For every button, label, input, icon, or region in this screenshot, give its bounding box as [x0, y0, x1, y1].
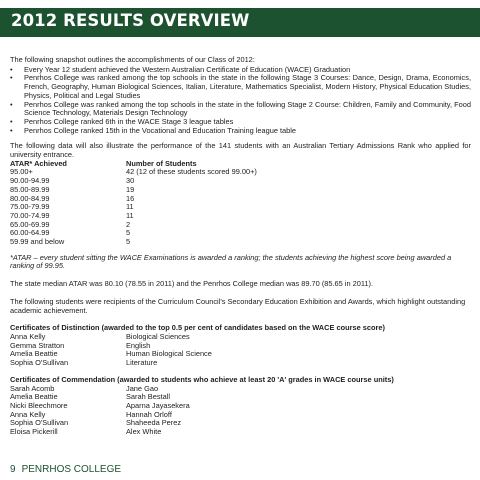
table-cell: 5	[126, 228, 131, 238]
distinction-table	[10, 333, 212, 368]
column-header: ATAR* Achieved	[10, 158, 67, 168]
table-cell: 80.00-84.99	[10, 193, 50, 203]
table-cell: 90.00-94.99	[10, 176, 50, 186]
table-cell: 42 (12 of these students scored 99.00+)	[126, 167, 257, 177]
table-cell: 5	[126, 237, 131, 247]
table-cell: 60.00-64.99	[10, 228, 50, 238]
intro-paragraph: The following snapshot outlines the accomplishments of our Class of 2012:	[10, 55, 255, 64]
course-name: Human Biological Science	[126, 349, 212, 359]
table-cell: 2	[126, 219, 131, 229]
median-paragraph: The state median ATAR was 80.10 (78.55 in 2011) and the Penrhos College median was 89.70 (85.65 in 2011).	[10, 279, 374, 289]
student-name: Gemma Stratton	[10, 340, 65, 350]
table-cell: 11	[126, 202, 134, 212]
table-cell: 75.00-79.99	[10, 202, 50, 212]
list-item: • Penrhos College was ranked among the top schools in the state in the following Stage 2 Course: Children, Family and Community, Food Science Technology, Materials Design Technology	[10, 101, 471, 118]
table-cell: 95.00+	[10, 167, 33, 177]
atar-footnote: *ATAR – every student sitting the WACE Examinations is awarded a ranking; the students achieving the highest score being awarded a ranking of 99.95.	[10, 252, 452, 271]
table-cell: 16	[126, 193, 135, 203]
list-item: • Every Year 12 student achieved the Western Australian Certificate of Education (WACE) Graduation	[10, 66, 471, 75]
list-item: • Penrhos College ranked 15th in the Vocational and Education Training league table	[10, 127, 471, 136]
student-name: Aparna Jayasekera	[126, 400, 190, 410]
student-name: Jane Gao	[126, 383, 159, 393]
student-name: Sophia O'Sullivan	[10, 418, 69, 428]
table-cell: 70.00-74.99	[10, 210, 50, 220]
page-title: 2012 RESULTS OVERVIEW	[11, 11, 250, 30]
student-name: Shaheeda Perez	[126, 418, 182, 428]
table-cell: 65.00-69.99	[10, 219, 50, 229]
atar-intro-paragraph: The following data will also illustrate the performance of the 141 students with an Australian Tertiary Admissions Rank who applied for university entrance.	[10, 141, 471, 160]
distinction-heading: Certificates of Distinction (awarded to the top 0.5 per cent of candidates based on the WACE course score)	[10, 323, 385, 333]
column-header: Number of Students	[126, 158, 197, 168]
student-name: Amelia Beattie	[10, 392, 58, 402]
student-name: Nicki Bleechmore	[10, 400, 68, 410]
student-name: Sarah Bestall	[126, 392, 170, 402]
title-banner	[0, 8, 480, 37]
course-name: English	[126, 340, 151, 350]
table-cell: 30	[126, 176, 135, 186]
student-name: Sarah Acomb	[10, 383, 55, 393]
list-item: • Penrhos College ranked 6th in the WACE Stage 3 league tables	[10, 118, 471, 127]
recipients-intro-paragraph: The following students were recipients of the Curriculum Council's Secondary Education Exhibition and Awards, which highlight outstanding academic achievement.	[10, 296, 466, 315]
table-cell: 11	[126, 210, 134, 220]
table-row	[10, 428, 190, 437]
course-name: Literature	[126, 358, 158, 368]
commendation-table	[10, 385, 190, 437]
list-item: • Penrhos College was ranked among the top schools in the state in the following Stage 3 Courses: Dance, Design, Drama, Economics, French, Geography, Human Biological Sciences, Italian, Literature, Mathematics Specialist, Modern History, Physical Education Studies, Physics, Political and Legal Studies	[10, 74, 471, 100]
college-name: PENRHOS COLLEGE	[21, 464, 122, 475]
student-name: Amelia Beattie	[10, 349, 58, 359]
table-row	[10, 359, 212, 368]
table-cell: 85.00-89.99	[10, 184, 50, 194]
student-name: Alex White	[126, 427, 162, 437]
table-row	[10, 238, 257, 247]
document-body	[10, 56, 471, 445]
student-name: Eloisa Pickerill	[10, 427, 58, 437]
student-name: Hannah Orloff	[126, 409, 172, 419]
table-cell: 59.99 and below	[10, 237, 65, 247]
student-name: Anna Kelly	[10, 409, 46, 419]
course-name: Biological Sciences	[126, 331, 190, 341]
page-footer	[10, 464, 121, 475]
atar-table	[10, 160, 257, 247]
page-number: 9	[10, 464, 16, 475]
student-name: Anna Kelly	[10, 331, 46, 341]
commendation-heading: Certificates of Commendation (awarded to students who achieve at least 20 'A' grades in WACE course units)	[10, 374, 394, 384]
student-name: Sophia O'Sullivan	[10, 358, 69, 368]
table-cell: 19	[126, 184, 135, 194]
achievements-list	[10, 66, 471, 136]
